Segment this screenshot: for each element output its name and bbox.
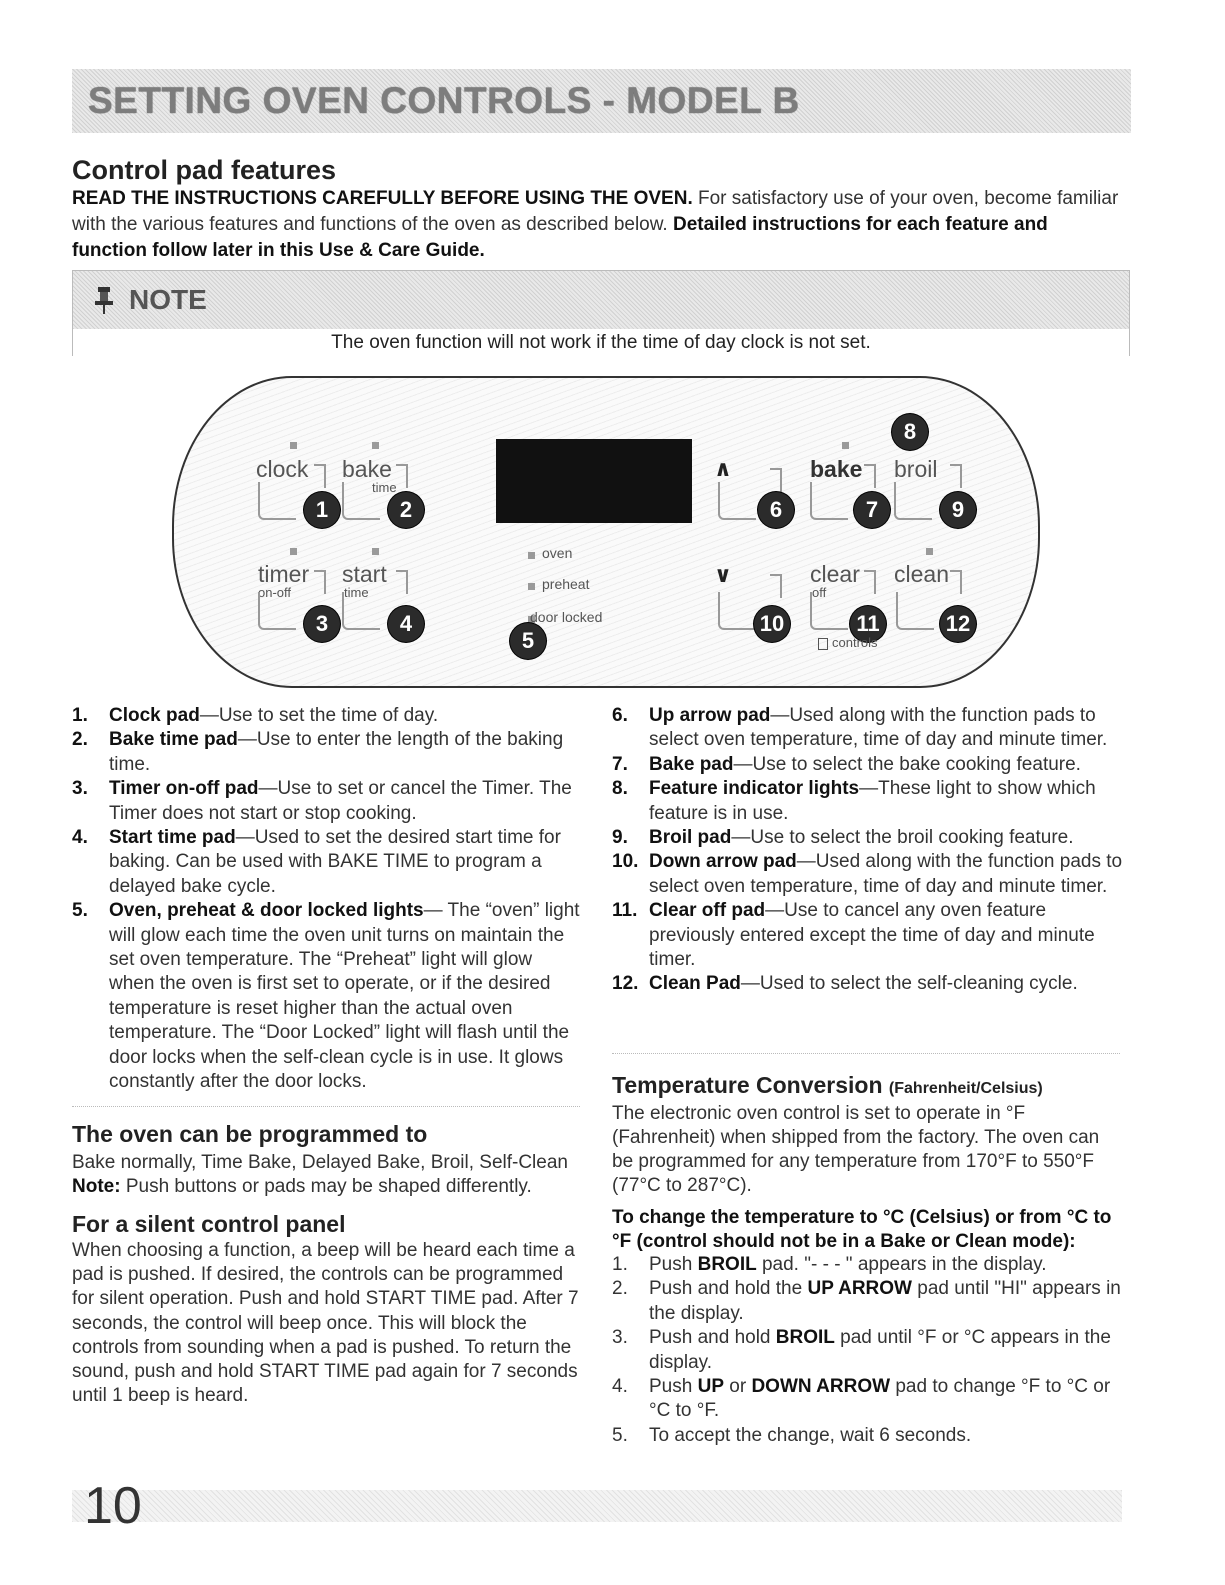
step-item <box>612 1326 1124 1375</box>
section-heading-silent: For a silent control panel <box>72 1211 346 1237</box>
lock-icon <box>818 638 828 650</box>
pad-label-clock: clock <box>256 456 309 482</box>
callout-3: 3 <box>304 606 340 642</box>
feature-description: —Used along with the function pads to select oven temperature, time of day and minute timer. <box>649 851 1123 897</box>
temperature-heading-small: (Fahrenheit/Celsius) <box>888 1080 1043 1097</box>
feature-item <box>72 704 582 728</box>
intro-bold-warning: READ THE INSTRUCTIONS CAREFULLY BEFORE USING THE OVEN. <box>72 188 693 209</box>
callout-1: 1 <box>304 492 340 528</box>
note-text: The oven function will not work if the time of day clock is not set. <box>73 329 1129 356</box>
pad-sublabel-time: time <box>344 585 369 600</box>
note-header <box>73 271 1129 329</box>
step-text: pad. "- - - " appears in the display. <box>756 1254 1047 1275</box>
feature-number: 3. <box>72 778 88 800</box>
note-label-inline: Note: <box>72 1176 121 1197</box>
callout-9: 9 <box>940 492 976 528</box>
feature-title: Timer on-off pad <box>109 778 259 800</box>
feature-number: 1. <box>72 705 88 726</box>
feature-title: Feature indicator lights <box>649 778 860 800</box>
indicator-dot <box>290 442 297 449</box>
pad-outline-down-arrow[interactable] <box>718 592 756 630</box>
step-text: To accept the change, wait 6 seconds. <box>649 1424 972 1446</box>
feature-item <box>72 728 582 777</box>
indicator-label-preheat: preheat <box>542 576 590 592</box>
feature-item <box>612 826 1124 850</box>
feature-number: 10. <box>612 851 639 873</box>
feature-item <box>612 704 1124 753</box>
footer-bar <box>72 1490 1122 1522</box>
feature-item <box>612 753 1124 777</box>
callout-11: 11 <box>850 606 886 642</box>
callout-12: 12 <box>940 606 976 642</box>
pad-sublabel-off: off <box>812 585 827 600</box>
step-item <box>612 1424 1124 1448</box>
feature-item <box>72 899 582 1094</box>
step-keyword: BROIL <box>775 1327 835 1349</box>
pad-label-timer: timer <box>258 561 310 587</box>
indicator-dot <box>842 442 849 449</box>
feature-item <box>72 826 582 899</box>
feature-description: —Used to set the desired start time for baking. Can be used with BAKE TIME to program a delayed bake cycle. <box>109 827 561 897</box>
pad-outline-up-arrow[interactable] <box>718 482 756 520</box>
feature-title: Bake pad <box>649 753 734 775</box>
callout-5: 5 <box>510 623 546 659</box>
step-number: 4. <box>612 1376 628 1398</box>
intro-text: For satisfactory use of your oven, become familiar with the various features and functions of the oven as described below. <box>72 188 1119 235</box>
pad-corner <box>770 468 782 492</box>
step-item <box>612 1253 1124 1277</box>
step-number: 1. <box>612 1254 628 1275</box>
pad-label-broil: broil <box>894 456 938 482</box>
controls-lock-label: controls <box>832 635 878 650</box>
feature-title: Start time pad <box>109 827 236 849</box>
pad-outline-bake[interactable] <box>810 482 848 520</box>
step-text: Push and hold the <box>649 1278 808 1300</box>
feature-number: 7. <box>612 753 628 775</box>
preheat-indicator-dot <box>528 583 535 590</box>
pad-sublabel-time: time <box>372 480 397 495</box>
step-keyword: BROIL <box>697 1254 757 1275</box>
feature-number: 4. <box>72 827 88 849</box>
feature-item <box>612 777 1124 826</box>
pad-corner <box>314 570 326 594</box>
step-text: Push and hold <box>649 1327 776 1349</box>
callout-7: 7 <box>854 492 890 528</box>
step-item <box>612 1277 1124 1326</box>
page-title: SETTING OVEN CONTROLS - MODEL B <box>88 80 800 121</box>
pad-label-bake-time: bake <box>342 456 392 482</box>
feature-number: 2. <box>72 729 88 751</box>
pad-corner <box>396 464 408 488</box>
section-divider <box>72 1106 580 1107</box>
feature-list-left <box>72 704 582 1095</box>
feature-number: 11. <box>612 900 638 922</box>
indicator-dot <box>372 442 379 449</box>
step-text: Push <box>649 1376 698 1398</box>
feature-description: —Use to set or cancel the Timer. The Timer does not start or stop cooking. <box>109 778 572 824</box>
feature-number: 8. <box>612 778 628 800</box>
pad-outline-clear-off[interactable] <box>810 592 848 630</box>
note-label: NOTE <box>129 284 207 315</box>
step-number: 3. <box>612 1327 628 1349</box>
pad-label-start-time: start <box>342 561 387 587</box>
pad-outline-timer[interactable] <box>258 592 296 630</box>
feature-item <box>612 899 1124 972</box>
step-keyword: DOWN ARROW <box>751 1376 891 1398</box>
intro-bold-detail: Detailed instructions for each feature and function follow later in this Use & Care Guide. <box>72 214 1048 261</box>
feature-description: —Use to select the bake cooking feature. <box>733 753 1081 775</box>
temperature-steps <box>612 1253 1124 1448</box>
callout-8: 8 <box>892 414 928 450</box>
callout-4: 4 <box>388 606 424 642</box>
feature-description: —Use to select the broil cooking feature. <box>731 827 1074 849</box>
step-number: 2. <box>612 1278 628 1300</box>
feature-item <box>72 777 582 826</box>
feature-description: —Use to set the time of day. <box>199 705 439 726</box>
feature-description: —Used to select the self-cleaning cycle. <box>740 973 1078 995</box>
indicator-dot <box>372 548 379 555</box>
intro-paragraph <box>72 186 1127 264</box>
feature-title: Up arrow pad <box>649 705 771 726</box>
feature-list-right <box>612 704 1124 997</box>
section-divider <box>612 1053 1120 1054</box>
temperature-heading: Temperature Conversion <box>612 1072 883 1098</box>
callout-2: 2 <box>388 492 424 528</box>
up-arrow-icon: ∧ <box>714 456 732 481</box>
pad-outline-clock[interactable] <box>258 482 296 520</box>
feature-item <box>612 850 1124 899</box>
pad-label-clean: clean <box>894 561 949 587</box>
feature-title: Down arrow pad <box>649 851 797 873</box>
step-keyword: UP <box>697 1376 724 1398</box>
down-arrow-icon: ∨ <box>714 562 732 587</box>
step-text: pad until "HI" appears in the display. <box>649 1278 1121 1324</box>
indicator-label-oven: oven <box>542 545 573 561</box>
step-text: Push <box>649 1254 698 1275</box>
pad-outline-broil[interactable] <box>894 482 932 520</box>
feature-number: 12. <box>612 973 639 995</box>
pad-corner <box>396 570 408 594</box>
feature-description: — The “oven” light will glow each time the oven unit turns on maintain the set oven temperature. The “Preheat” light will glow when the oven is first set to operate, or if the desired temperature is reset higher than the actual oven temperature. The “Door Locked” light will flash until the door locks when the self-clean cycle is in use. It glows constantly after the door locks. <box>109 900 580 1093</box>
programmed-text: Bake normally, Time Bake, Delayed Bake, Broil, Self-Clean <box>72 1152 568 1173</box>
feature-title: Bake time pad <box>109 729 238 751</box>
title-banner <box>72 69 1131 133</box>
pad-outline-clean[interactable] <box>896 592 934 630</box>
pad-corner <box>770 574 782 598</box>
callout-10: 10 <box>754 606 790 642</box>
pad-label-clear: clear <box>810 561 860 587</box>
pad-corner <box>950 464 962 488</box>
feature-title: Broil pad <box>649 827 732 849</box>
pad-label-bake: bake <box>810 456 863 482</box>
step-text: pad until °F or °C appears in the display. <box>649 1327 1111 1373</box>
section-heading-temperature <box>612 1072 1043 1099</box>
pad-corner <box>864 570 876 594</box>
note-box <box>72 270 1130 356</box>
step-text: or <box>724 1376 752 1398</box>
feature-title: Clock pad <box>109 705 200 726</box>
pad-outline-bake-time[interactable] <box>342 482 380 520</box>
pad-corner <box>864 464 876 488</box>
indicator-label-door-locked: door locked <box>530 609 603 625</box>
display-window <box>496 439 692 523</box>
pad-sublabel-on-off: on-off <box>258 585 292 600</box>
step-text: pad to change °F to °C or °C to °F. <box>649 1376 1111 1422</box>
pad-outline-start-time[interactable] <box>342 592 380 630</box>
step-number: 5. <box>612 1424 628 1446</box>
feature-title: Clear off pad <box>649 900 766 922</box>
page-number: 10 <box>84 1477 142 1535</box>
step-keyword: UP ARROW <box>807 1278 912 1300</box>
feature-title: Oven, preheat & door locked lights <box>109 900 424 922</box>
pad-corner <box>950 570 962 594</box>
section-heading-programmed: The oven can be programmed to <box>72 1121 428 1147</box>
programmed-note-text: Push buttons or pads may be shaped differently. <box>120 1176 532 1197</box>
temperature-text: The electronic oven control is set to operate in °F (Fahrenheit) when shipped from the factory. The oven can be programmed for any temperature from 170°F to 550°F (77°C to 287°C). <box>612 1103 1100 1196</box>
indicator-dot <box>926 548 933 555</box>
feature-number: 9. <box>612 827 628 849</box>
silent-text: When choosing a function, a beep will be heard each time a pad is pushed. If desired, the controls can be programmed for silent operation. Push and hold START TIME pad. After 7 seconds, the control will beep once. This will block the controls from sounding when a pad is pushed. To return the sound, push and hold START TIME pad again for 7 seconds until 1 beep is heard. <box>72 1240 579 1407</box>
feature-number: 6. <box>612 705 628 726</box>
feature-description: —Used along with the function pads to select oven temperature, time of day and minute timer. <box>649 705 1108 751</box>
control-panel-diagram <box>172 376 1040 688</box>
feature-description: —Use to enter the length of the baking time. <box>109 729 564 775</box>
programmed-note <box>72 1175 592 1199</box>
pushpin-icon <box>93 285 115 315</box>
feature-number: 5. <box>72 900 88 922</box>
indicator-dot <box>290 548 297 555</box>
step-item <box>612 1375 1124 1424</box>
section-heading-control-pad: Control pad features <box>72 155 337 185</box>
feature-title: Clean Pad <box>649 973 741 995</box>
feature-description: —Use to cancel any oven feature previously entered except the time of day and minute timer. <box>649 900 1095 971</box>
temperature-subheading: To change the temperature to °C (Celsius) or from °C to °F (control should not be in a Bake or Clean mode): <box>612 1207 1112 1252</box>
feature-description: —These light to show which feature is in use. <box>649 778 1096 824</box>
pad-corner <box>314 464 326 488</box>
oven-indicator-dot <box>528 552 535 559</box>
feature-item <box>612 972 1124 996</box>
callout-6: 6 <box>758 492 794 528</box>
